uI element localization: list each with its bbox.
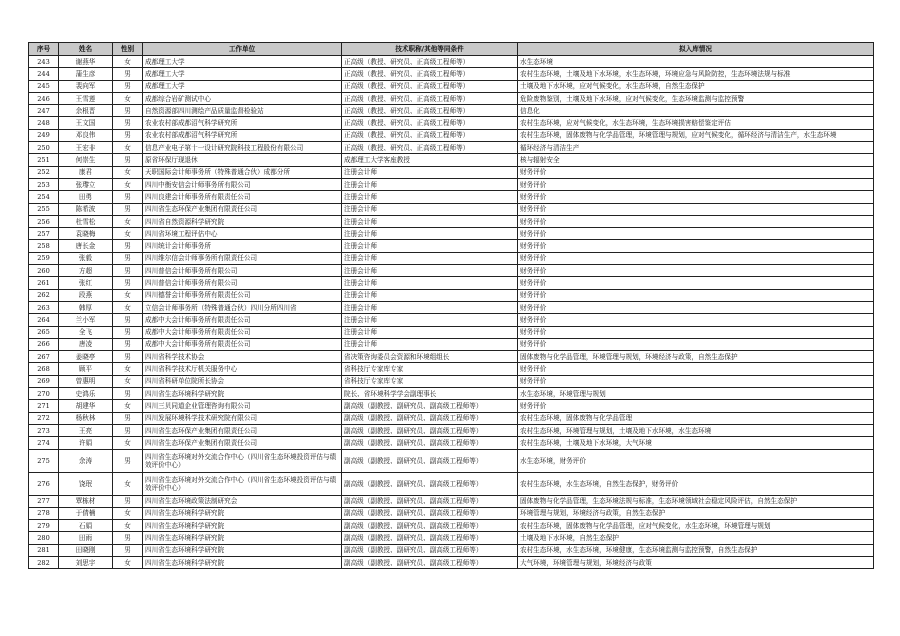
table-row [29,178,874,190]
table-row [29,412,874,424]
cell-title: 注册会计师 [342,314,518,326]
cell-name: 石娟 [59,520,113,532]
cell-index: 280 [29,532,59,544]
cell-field: 财务评价 [518,240,874,252]
cell-title: 注册会计师 [342,203,518,215]
cell-index: 282 [29,556,59,568]
cell-gender: 女 [113,400,143,412]
table-row [29,203,874,215]
cell-gender: 女 [113,289,143,301]
cell-gender: 男 [113,314,143,326]
cell-index: 273 [29,424,59,436]
cell-index: 246 [29,92,59,104]
cell-work-unit: 四川省自然资源科学研究院 [143,215,342,227]
cell-gender: 男 [113,265,143,277]
cell-work-unit: 四川省生态环保产业集团有限责任公司 [143,437,342,449]
cell-gender: 男 [113,154,143,166]
cell-work-unit: 四川中衡安信会计师事务所有限公司 [143,178,342,190]
cell-gender: 女 [113,520,143,532]
cell-title: 副高级（副教授、副研究员、副高级工程师等） [342,472,518,495]
cell-field: 财务评价 [518,265,874,277]
cell-index: 264 [29,314,59,326]
cell-field: 大气环境，环境管理与规划，环境经济与政策 [518,556,874,568]
cell-title: 省科技厅专家库专家 [342,363,518,375]
cell-name: 余根晋 [59,105,113,117]
cell-gender: 女 [113,142,143,154]
cell-work-unit: 四川维尔信会计师事务所有限责任公司 [143,252,342,264]
cell-title: 副高级（副教授、副研究员、副高级工程师等） [342,544,518,556]
cell-name: 裴向军 [59,80,113,92]
cell-field: 环境管理与规划，环境经济与政策，自然生态保护 [518,507,874,519]
cell-name: 蒲生彦 [59,68,113,80]
cell-field: 财务评价 [518,375,874,387]
cell-field: 财务评价 [518,289,874,301]
cell-name: 王宏非 [59,142,113,154]
table-row [29,265,874,277]
cell-gender: 男 [113,240,143,252]
table-row [29,495,874,507]
cell-name: 姜晓亭 [59,351,113,363]
cell-gender: 女 [113,375,143,387]
cell-index: 275 [29,449,59,472]
table-row [29,375,874,387]
cell-name: 田勇 [59,191,113,203]
cell-index: 274 [29,437,59,449]
cell-name: 张红 [59,277,113,289]
cell-gender: 女 [113,507,143,519]
cell-work-unit: 四川三贝同道企业管理咨询有限公司 [143,400,342,412]
cell-work-unit: 四川省生态环境科学研究院 [143,388,342,400]
cell-index: 268 [29,363,59,375]
cell-name: 张瓈立 [59,178,113,190]
cell-title: 副高级（副教授、副研究员、副高级工程师等） [342,400,518,412]
cell-title: 成都理工大学客座教授 [342,154,518,166]
cell-index: 277 [29,495,59,507]
cell-title: 注册会计师 [342,326,518,338]
cell-index: 255 [29,203,59,215]
header-work-unit: 工作单位 [143,43,342,56]
cell-field: 土壤及地下水环境，应对气候变化，水生态环境，自然生态保护 [518,80,874,92]
cell-work-unit: 四川省科学技术厅机关服务中心 [143,363,342,375]
cell-field: 农村生态环境，应对气候变化，水生态环境，生态环境损害赔偿鉴定评估 [518,117,874,129]
cell-index: 257 [29,228,59,240]
cell-work-unit: 成都中大会计师事务所有限责任公司 [143,314,342,326]
cell-title: 注册会计师 [342,265,518,277]
table-row [29,215,874,227]
cell-title: 注册会计师 [342,252,518,264]
cell-name: 饶珉 [59,472,113,495]
cell-name: 何崇生 [59,154,113,166]
cell-title: 副高级（副教授、副研究员、副高级工程师等） [342,507,518,519]
cell-name: 王雪莲 [59,92,113,104]
cell-work-unit: 四川普信会计师事务所有限公司 [143,265,342,277]
cell-work-unit: 四川德誉会计师事务所有限责任公司 [143,289,342,301]
cell-field: 农村生态环境，固体废物与化学品管理 [518,412,874,424]
cell-index: 252 [29,166,59,178]
cell-index: 279 [29,520,59,532]
table-row [29,532,874,544]
cell-index: 248 [29,117,59,129]
cell-index: 265 [29,326,59,338]
table-row [29,166,874,178]
table-row [29,277,874,289]
cell-field: 水生态环境，财务评价 [518,449,874,472]
cell-title: 注册会计师 [342,277,518,289]
cell-work-unit: 四川省生态环境科学研究院 [143,556,342,568]
cell-gender: 女 [113,178,143,190]
cell-title: 注册会计师 [342,240,518,252]
cell-work-unit: 四川省生态环境科学研究院 [143,520,342,532]
expert-list-sheet [28,42,873,569]
table-row [29,556,874,568]
cell-work-unit: 四川省生态环境科学研究院 [143,544,342,556]
cell-field: 财务评价 [518,277,874,289]
table-header-row [29,43,874,56]
cell-field: 农村生态环境，固体废物与化学品管理，应对气候变化，水生态环境，环境管理与规划 [518,520,874,532]
cell-title: 省科技厅专家库专家 [342,375,518,387]
cell-field: 农村生态环境，水生态环境，环境健康，生态环境监测与监控预警，自然生态保护 [518,544,874,556]
cell-field: 信息化 [518,105,874,117]
cell-work-unit: 天职国际会计师事务所（特殊普通合伙）成都分所 [143,166,342,178]
cell-title: 院长、省环境科学学会副理事长 [342,388,518,400]
cell-title: 正高级（教授、研究员、正高级工程师等） [342,105,518,117]
cell-work-unit: 四川省生态环境对外交流合作中心（四川省生态环境投资评估与绩效评价中心） [143,472,342,495]
cell-index: 245 [29,80,59,92]
cell-index: 270 [29,388,59,400]
cell-name: 王文国 [59,117,113,129]
cell-gender: 女 [113,215,143,227]
cell-name: 韩厚 [59,301,113,313]
table-row [29,289,874,301]
table-row [29,191,874,203]
cell-name: 曾惠明 [59,375,113,387]
cell-index: 251 [29,154,59,166]
cell-field: 财务评价 [518,215,874,227]
cell-name: 张毅 [59,252,113,264]
cell-name: 陈希波 [59,203,113,215]
table-row [29,424,874,436]
table-row [29,105,874,117]
cell-field: 财务评价 [518,228,874,240]
cell-name: 杜雪松 [59,215,113,227]
cell-work-unit: 农业农村部成都沼气科学研究所 [143,129,342,141]
cell-work-unit: 四川省生态环保产业集团有限责任公司 [143,424,342,436]
cell-index: 272 [29,412,59,424]
cell-field: 固体废物与化学品管理，环境管理与规划，环境经济与政策，自然生态保护 [518,351,874,363]
cell-field: 农村生态环境，水生态环境，自然生态保护，财务评价 [518,472,874,495]
cell-work-unit: 四川良建会计师事务所有限责任公司 [143,191,342,203]
header-index: 序号 [29,43,59,56]
cell-index: 256 [29,215,59,227]
cell-name: 余涛 [59,449,113,472]
cell-name: 袁晓梅 [59,228,113,240]
cell-name: 覃栋材 [59,495,113,507]
cell-gender: 男 [113,544,143,556]
cell-field: 农村生态环境，环境管理与规划，土壤及地下水环境，水生态环境 [518,424,874,436]
cell-title: 注册会计师 [342,228,518,240]
cell-title: 注册会计师 [342,166,518,178]
cell-index: 266 [29,338,59,350]
cell-index: 261 [29,277,59,289]
table-row [29,240,874,252]
cell-index: 254 [29,191,59,203]
table-row [29,129,874,141]
cell-title: 正高级（教授、研究员、正高级工程师等） [342,56,518,68]
cell-field: 财务评价 [518,314,874,326]
cell-title: 副高级（副教授、副研究员、副高级工程师等） [342,556,518,568]
cell-index: 278 [29,507,59,519]
cell-gender: 男 [113,495,143,507]
cell-work-unit: 成都理工大学 [143,56,342,68]
cell-gender: 男 [113,68,143,80]
cell-title: 副高级（副教授、副研究员、副高级工程师等） [342,424,518,436]
cell-name: 兰小军 [59,314,113,326]
cell-gender: 男 [113,424,143,436]
cell-work-unit: 四川普信会计师事务所有限公司 [143,277,342,289]
cell-name: 邓良伟 [59,129,113,141]
table-row [29,400,874,412]
cell-work-unit: 四川省生态环境科学研究院 [143,532,342,544]
cell-gender: 男 [113,532,143,544]
cell-gender: 男 [113,351,143,363]
cell-title: 注册会计师 [342,178,518,190]
cell-work-unit: 成都中大会计师事务所有限责任公司 [143,338,342,350]
cell-name: 唐长金 [59,240,113,252]
table-row [29,228,874,240]
cell-gender: 女 [113,166,143,178]
cell-gender: 男 [113,449,143,472]
cell-field: 农村生态环境，土壤及地下水环境，水生态环境，环境应急与风险防控，生态环境法规与标准 [518,68,874,80]
cell-name: 康君 [59,166,113,178]
cell-gender: 男 [113,80,143,92]
header-gender: 性别 [113,43,143,56]
cell-work-unit: 四川省生态环境对外交流合作中心（四川省生态环境投资评估与绩效评价中心） [143,449,342,472]
cell-name: 方超 [59,265,113,277]
cell-name: 谢燕华 [59,56,113,68]
cell-field: 财务评价 [518,191,874,203]
cell-index: 249 [29,129,59,141]
cell-gender: 女 [113,363,143,375]
table-row [29,326,874,338]
cell-work-unit: 四川省环境工程评估中心 [143,228,342,240]
cell-index: 269 [29,375,59,387]
cell-index: 263 [29,301,59,313]
cell-gender: 男 [113,412,143,424]
cell-name: 于倩楠 [59,507,113,519]
cell-gender: 男 [113,203,143,215]
cell-title: 注册会计师 [342,338,518,350]
cell-work-unit: 信息产业电子第十一设计研究院科技工程股份有限公司 [143,142,342,154]
cell-title: 副高级（副教授、副研究员、副高级工程师等） [342,412,518,424]
cell-title: 省决策咨询委员会资源和环境组组长 [342,351,518,363]
cell-index: 253 [29,178,59,190]
cell-index: 260 [29,265,59,277]
cell-gender: 男 [113,105,143,117]
cell-field: 财务评价 [518,363,874,375]
cell-gender: 男 [113,338,143,350]
cell-work-unit: 自然资源部四川测绘产品质量监督检验站 [143,105,342,117]
cell-field: 循环经济与清洁生产 [518,142,874,154]
cell-field: 财务评价 [518,400,874,412]
cell-field: 核与辐射安全 [518,154,874,166]
table-row [29,92,874,104]
cell-work-unit: 成都中大会计师事务所有限责任公司 [143,326,342,338]
cell-field: 土壤及地下水环境，自然生态保护 [518,532,874,544]
expert-table [28,42,874,569]
cell-work-unit: 四川省生态环境科学研究院 [143,507,342,519]
cell-work-unit: 四川省科研单位院所长协会 [143,375,342,387]
cell-work-unit: 原省环保厅现退休 [143,154,342,166]
cell-name: 王亮 [59,424,113,436]
cell-work-unit: 立信会计师事务所（特殊普通合伙）四川分所四川省 [143,301,342,313]
table-row [29,80,874,92]
cell-field: 财务评价 [518,252,874,264]
cell-work-unit: 成都理工大学 [143,80,342,92]
cell-gender: 女 [113,437,143,449]
table-row [29,351,874,363]
cell-title: 副高级（副教授、副研究员、副高级工程师等） [342,437,518,449]
cell-index: 271 [29,400,59,412]
cell-index: 276 [29,472,59,495]
cell-work-unit: 四川发展环境科学技术研究院有限公司 [143,412,342,424]
table-row [29,544,874,556]
cell-field: 财务评价 [518,338,874,350]
table-row [29,363,874,375]
cell-title: 副高级（副教授、副研究员、副高级工程师等） [342,495,518,507]
cell-index: 247 [29,105,59,117]
cell-field: 财务评价 [518,166,874,178]
table-row [29,301,874,313]
cell-field: 危险废物鉴别，土壤及地下水环境，应对气候变化，生态环境监测与监控预警 [518,92,874,104]
cell-title: 正高级（教授、研究员、正高级工程师等） [342,80,518,92]
cell-title: 副高级（副教授、副研究员、副高级工程师等） [342,449,518,472]
cell-index: 244 [29,68,59,80]
cell-field: 水生态环境 [518,56,874,68]
cell-index: 267 [29,351,59,363]
cell-field: 财务评价 [518,301,874,313]
cell-field: 农村生态环境，土壤及地下水环境，大气环境 [518,437,874,449]
header-title: 技术职称/其他等同条件 [342,43,518,56]
cell-title: 副高级（副教授、副研究员、副高级工程师等） [342,532,518,544]
cell-work-unit: 四川统计会计师事务所 [143,240,342,252]
cell-title: 正高级（教授、研究员、正高级工程师等） [342,129,518,141]
cell-gender: 女 [113,472,143,495]
cell-index: 262 [29,289,59,301]
cell-work-unit: 农业农村部成都沼气科学研究所 [143,117,342,129]
cell-gender: 男 [113,191,143,203]
cell-gender: 男 [113,277,143,289]
cell-title: 正高级（教授、研究员、正高级工程师等） [342,117,518,129]
cell-work-unit: 四川省科学技术协会 [143,351,342,363]
cell-title: 注册会计师 [342,215,518,227]
cell-index: 243 [29,56,59,68]
cell-gender: 女 [113,92,143,104]
cell-name: 段燕 [59,289,113,301]
cell-title: 正高级（教授、研究员、正高级工程师等） [342,142,518,154]
table-row [29,472,874,495]
cell-gender: 女 [113,301,143,313]
table-row [29,154,874,166]
table-row [29,56,874,68]
cell-field: 财务评价 [518,326,874,338]
cell-gender: 女 [113,228,143,240]
table-row [29,68,874,80]
cell-field: 水生态环境，环境管理与规划 [518,388,874,400]
table-body [29,56,874,569]
cell-title: 副高级（副教授、副研究员、副高级工程师等） [342,520,518,532]
cell-field: 固体废物与化学品管理，生态环境法规与标准，生态环境领域社会稳定风险评估，自然生态保护 [518,495,874,507]
cell-title: 注册会计师 [342,191,518,203]
cell-name: 全飞 [59,326,113,338]
cell-index: 281 [29,544,59,556]
header-field: 拟入库情况 [518,43,874,56]
cell-work-unit: 四川省生态环保产业集团有限责任公司 [143,203,342,215]
cell-name: 唐凌 [59,338,113,350]
cell-name: 史鸿乐 [59,388,113,400]
cell-field: 财务评价 [518,178,874,190]
cell-index: 259 [29,252,59,264]
cell-name: 胡建华 [59,400,113,412]
cell-work-unit: 四川省生态环境政策法制研究会 [143,495,342,507]
cell-gender: 男 [113,129,143,141]
cell-gender: 男 [113,388,143,400]
table-row [29,388,874,400]
cell-name: 许娟 [59,437,113,449]
table-row [29,142,874,154]
cell-title: 注册会计师 [342,301,518,313]
cell-name: 杨秋林 [59,412,113,424]
cell-field: 农村生态环境，固体废物与化学品管理，环境管理与规划，应对气候变化，循环经济与清洁生产，水生态环境 [518,129,874,141]
table-row [29,338,874,350]
cell-title: 正高级（教授、研究员、正高级工程师等） [342,68,518,80]
cell-work-unit: 成都综合岩矿测试中心 [143,92,342,104]
cell-gender: 男 [113,252,143,264]
table-row [29,437,874,449]
cell-index: 250 [29,142,59,154]
table-row [29,252,874,264]
table-row [29,449,874,472]
cell-index: 258 [29,240,59,252]
table-row [29,117,874,129]
cell-name: 顾平 [59,363,113,375]
cell-title: 正高级（教授、研究员、正高级工程师等） [342,92,518,104]
cell-gender: 女 [113,56,143,68]
cell-gender: 女 [113,556,143,568]
table-row [29,314,874,326]
cell-field: 财务评价 [518,203,874,215]
cell-name: 刘思宇 [59,556,113,568]
cell-work-unit: 成都理工大学 [143,68,342,80]
cell-title: 注册会计师 [342,289,518,301]
table-row [29,507,874,519]
cell-gender: 男 [113,117,143,129]
cell-name: 田雨 [59,532,113,544]
header-name: 姓名 [59,43,113,56]
table-row [29,520,874,532]
cell-name: 田晓刚 [59,544,113,556]
cell-gender: 男 [113,326,143,338]
